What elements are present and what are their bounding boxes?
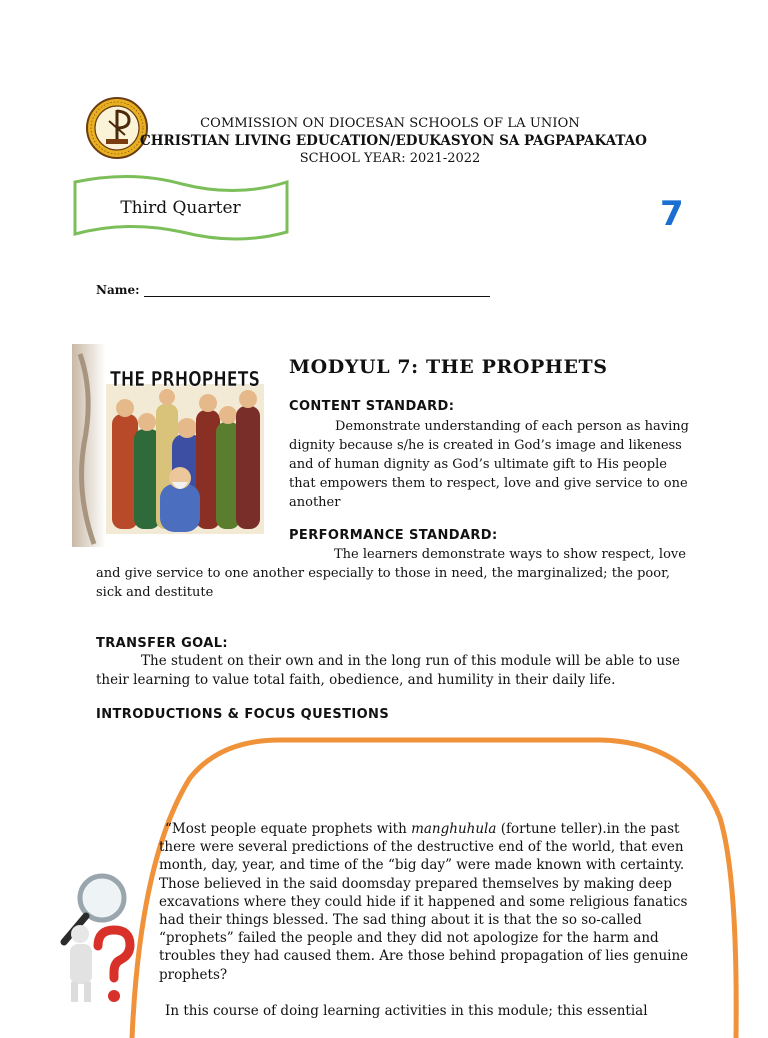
header-subject: CHRISTIAN LIVING EDUCATION/EDUKASYON SA PAGPAPAKATAO [140,133,647,149]
content-standard-text: Demonstrate understanding of each person as having dignity because s/he is created in God’s image and likeness and of human dignity as God’s ultimate gift to His people that empowers them to respect, love and give service to one another [289,419,689,510]
name-label: Name: [96,283,140,297]
diocesan-seal-icon [86,97,148,159]
transfer-goal-heading: TRANSFER GOAL: [96,636,228,651]
grade-number: 7 [660,194,684,234]
content-standard-heading: CONTENT STANDARD: [289,399,455,414]
header-school-year: SCHOOL YEAR: 2021-2022 [299,151,481,166]
header-commission: COMMISSION ON DIOCESAN SCHOOLS OF LA UNION [200,116,580,131]
intro-heading: INTRODUCTIONS & FOCUS QUESTIONS [96,707,390,722]
question-mark-icon [98,930,130,1002]
intro-quote-paragraph: “Most people equate prophets with manghuhula (fortune teller).in the past there were several predictions of the destructive end of the world, that even month, day, year, and time of the “big day” were made known with certainty. Those believed in the said doomsday prepared themselves by making deep excavations where they could hide if it happened and some religious fanatics had their things blessed. The sad thing about it is that the so so-called “prophets” failed the people and they did not apologize for the harm and troubles they had caused them. Are those behind propagation of lies genuine prophets? [159,821,689,983]
magnifier-question-icon [58,864,136,1006]
intro-course-paragraph: In this course of doing learning activities in this module; this essential [165,1003,648,1019]
performance-standard-heading: PERFORMANCE STANDARD: [289,528,498,543]
name-field[interactable] [96,283,490,297]
prophets-illustration [72,344,270,547]
performance-standard-text: The learners demonstrate ways to show respect, love and give service to one another especially to those in need, the marginalized; the poor, sick and destitute [96,547,686,600]
name-blank-line[interactable] [144,286,490,297]
quarter-label: Third Quarter [120,198,241,218]
transfer-goal-text: The student on their own and in the long run of this module will be able to use their learning to value total faith, obedience, and humility in their daily life. [96,653,681,688]
illustration-title: THE PRHOPHETS [110,367,260,391]
module-title: MODYUL 7: THE PROPHETS [289,356,608,378]
